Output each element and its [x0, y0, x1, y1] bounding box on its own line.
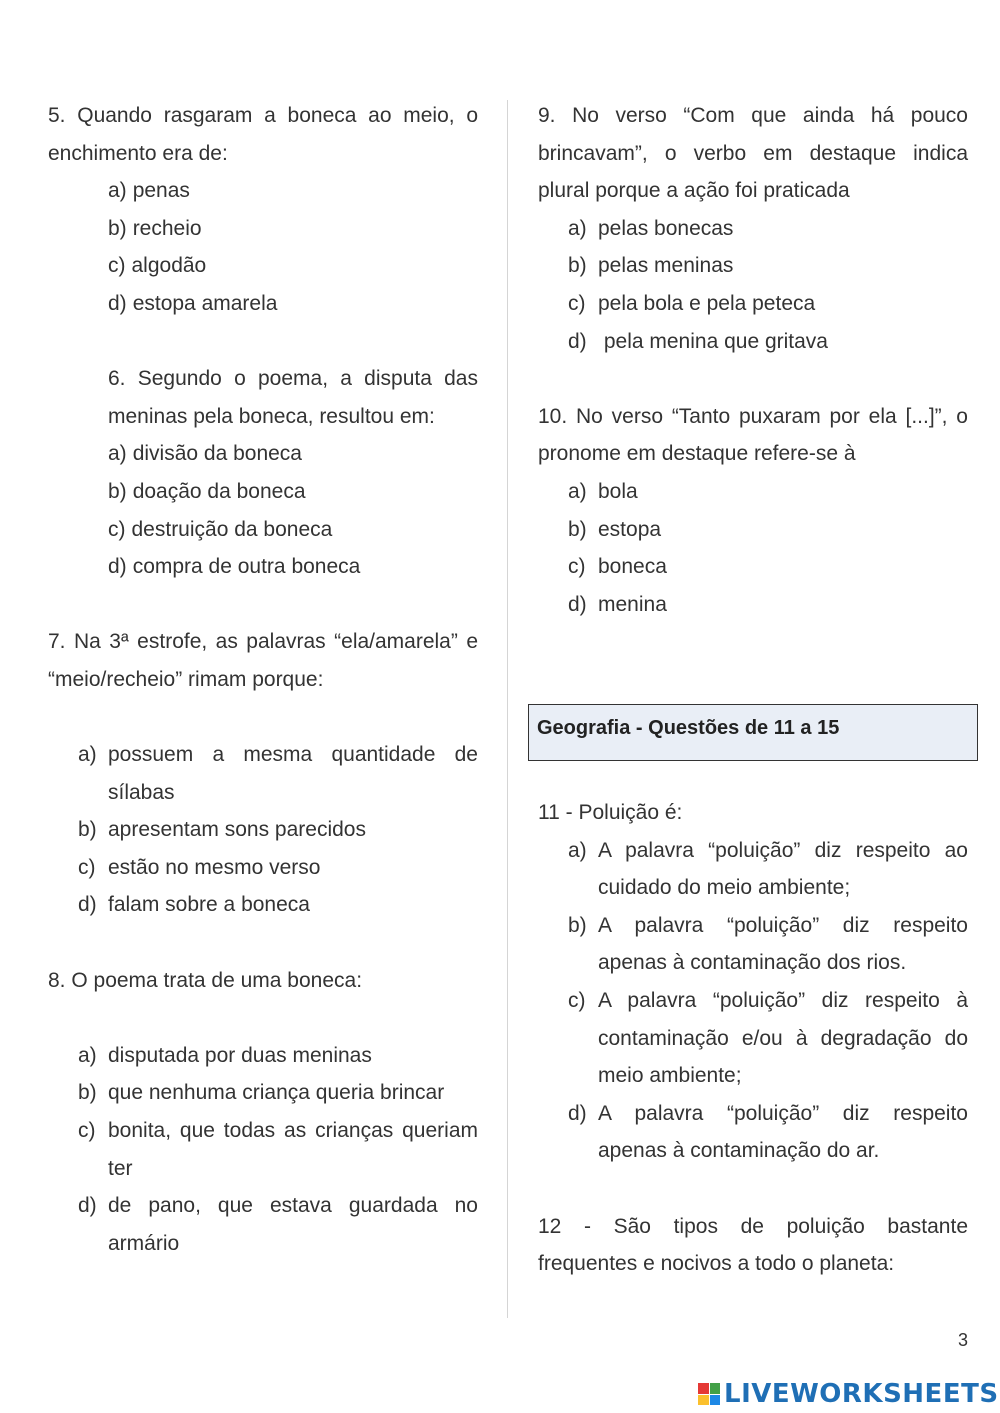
question-11-text: 11 - Poluição é:: [538, 801, 683, 824]
option-c[interactable]: c) pela bola e pela peteca: [568, 291, 816, 315]
section-title: Geografia - Questões de 11 a 15: [537, 717, 840, 739]
option-c[interactable]: c) algodão: [108, 254, 207, 278]
option-a[interactable]: a) disputada por duas meninas: [78, 1043, 372, 1067]
left-column: [48, 97, 478, 1262]
option-c[interactable]: c) destruição da boneca: [108, 517, 333, 541]
option-b[interactable]: b) que nenhuma criança queria brincar: [78, 1081, 445, 1105]
option-d[interactable]: d) A palavra “poluição” diz respeito apenas à contaminação do ar.: [568, 1101, 968, 1163]
option-d[interactable]: d) falam sobre a boneca: [78, 893, 310, 917]
option-a[interactable]: a) bola: [568, 479, 638, 503]
question-10: [538, 398, 968, 624]
option-c[interactable]: c) estão no mesmo verso: [78, 855, 321, 879]
question-7-options: [78, 736, 478, 924]
option-b[interactable]: b) A palavra “poluição” diz respeito apenas à contaminação dos rios.: [568, 913, 968, 975]
logo-text: LIVEWORKSHEETS: [724, 1379, 999, 1409]
option-d[interactable]: d) pela menina que gritava: [568, 329, 828, 353]
question-6: [108, 360, 478, 586]
option-d[interactable]: d) menina: [568, 592, 667, 616]
option-c[interactable]: c) bonita, que todas as crianças queriam ter: [78, 1119, 478, 1180]
liveworksheets-logo-icon: [698, 1383, 720, 1405]
question-11-options: [568, 832, 968, 1170]
option-c[interactable]: c) A palavra “poluição” diz respeito à contaminação e/ou à degradação do meio ambiente;: [568, 988, 968, 1088]
question-8-options: [78, 1037, 478, 1263]
question-9-text: 9. No verso “Com que ainda há pouco brincavam”, o verbo em destaque indica plural porque a ação foi praticada: [538, 104, 968, 203]
right-column: [538, 97, 968, 623]
option-b[interactable]: b) recheio: [108, 216, 202, 240]
question-5: [48, 97, 478, 323]
question-8-text: 8. O poema trata de uma boneca:: [48, 968, 363, 992]
question-6-options: [108, 435, 478, 585]
option-a[interactable]: a) possuem a mesma quantidade de sílabas: [78, 743, 478, 804]
question-11: [538, 794, 968, 1170]
question-8: [48, 962, 478, 1263]
option-a[interactable]: a) A palavra “poluição” diz respeito ao cuidado do meio ambiente;: [568, 838, 968, 900]
question-7-text: 7. Na 3ª estrofe, as palavras “ela/amarela” e “meio/recheio” rimam porque:: [48, 630, 478, 691]
section-header-geografia: [528, 704, 978, 761]
option-d[interactable]: d) compra de outra boneca: [108, 555, 361, 579]
option-b[interactable]: b) doação da boneca: [108, 479, 306, 503]
option-b[interactable]: b) apresentam sons parecidos: [78, 818, 366, 842]
question-12: [538, 1208, 968, 1283]
option-d[interactable]: d) estopa amarela: [108, 291, 278, 315]
option-a[interactable]: a) penas: [108, 179, 190, 203]
question-5-options: [108, 172, 478, 322]
question-7: [48, 623, 478, 924]
column-divider: [507, 100, 508, 1318]
option-c[interactable]: c) boneca: [568, 555, 667, 579]
question-9: [538, 97, 968, 360]
page-number: 3: [957, 1330, 968, 1350]
option-a[interactable]: a) pelas bonecas: [568, 216, 734, 240]
question-6-text: 6. Segundo o poema, a disputa das meninas pela boneca, resultou em:: [108, 367, 478, 428]
question-10-text: 10. No verso “Tanto puxaram por ela [...]”, o pronome em destaque refere-se à: [538, 404, 968, 466]
right-column-lower: [538, 794, 968, 1283]
question-5-text: 5. Quando rasgaram a boneca ao meio, o enchimento era de:: [48, 104, 478, 165]
question-10-options: [568, 473, 968, 623]
option-b[interactable]: b) pelas meninas: [568, 254, 734, 278]
option-d[interactable]: d) de pano, que estava guardada no armário: [78, 1194, 478, 1255]
liveworksheets-logo[interactable]: [698, 1379, 999, 1409]
option-b[interactable]: b) estopa: [568, 517, 662, 541]
option-a[interactable]: a) divisão da boneca: [108, 442, 302, 466]
question-9-options: [568, 210, 968, 360]
question-12-text: 12 - São tipos de poluição bastante frequentes e nocivos a todo o planeta:: [538, 1214, 968, 1276]
